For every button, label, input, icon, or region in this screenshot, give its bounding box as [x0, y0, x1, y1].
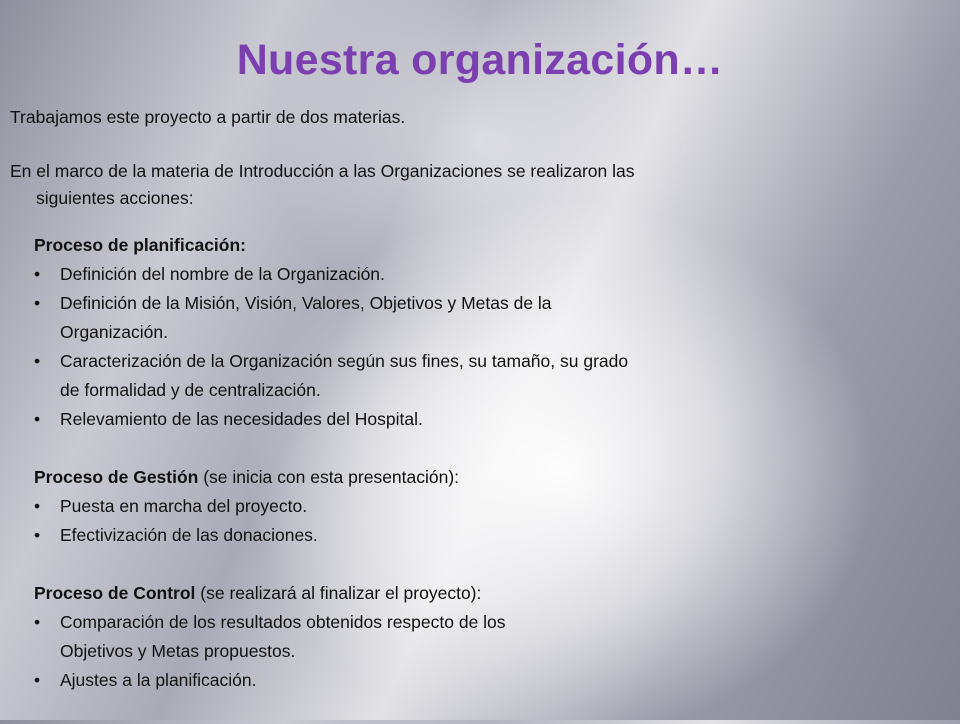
item-text: Organización. — [60, 322, 168, 342]
section-gestion — [34, 463, 894, 550]
list-item — [34, 405, 894, 434]
section-planificacion — [34, 231, 894, 434]
heading-bold: Proceso de planificación: — [34, 235, 246, 255]
intro-line: Trabajamos este proyecto a partir de dos materias. — [10, 107, 406, 127]
process-sections — [34, 231, 894, 724]
bullet-list — [34, 492, 894, 550]
item-text: Definición de la Misión, Visión, Valores, Objetivos y Metas de la — [60, 293, 552, 313]
item-text: Definición del nombre de la Organización. — [60, 264, 385, 284]
list-item — [34, 666, 894, 695]
item-text: Objetivos y Metas propuestos. — [60, 641, 296, 661]
list-item — [34, 289, 894, 347]
bullet-list — [34, 608, 894, 695]
list-item — [34, 521, 894, 550]
list-item — [34, 492, 894, 521]
list-item — [34, 608, 894, 666]
item-text: Efectivización de las donaciones. — [60, 525, 318, 545]
heading-bold: Proceso de Gestión — [34, 467, 199, 487]
list-item — [34, 260, 894, 289]
spacer — [10, 131, 910, 158]
item-text: Puesta en marcha del proyecto. — [60, 496, 308, 516]
item-text: Relevamiento de las necesidades del Hospital. — [60, 409, 423, 429]
intro-line: siguientes acciones: — [36, 188, 194, 208]
heading-bold: Proceso de Control — [34, 583, 196, 603]
intro-line: En el marco de la materia de Introducción a las Organizaciones se realizaron las — [10, 161, 635, 181]
item-text: de formalidad y de centralización. — [60, 380, 321, 400]
heading-rest: (se realizará al finalizar el proyecto): — [195, 583, 482, 603]
slide-title: Nuestra organización… — [236, 36, 724, 84]
section-heading — [34, 231, 894, 260]
item-text: Comparación de los resultados obtenidos respecto de los — [60, 612, 506, 632]
section-heading — [34, 463, 894, 492]
intro-text — [10, 104, 910, 212]
item-text: Ajustes a la planificación. — [60, 670, 257, 690]
heading-rest: (se inicia con esta presentación): — [198, 467, 460, 487]
bullet-list — [34, 260, 894, 434]
section-heading — [34, 579, 894, 608]
list-item — [34, 347, 894, 405]
section-control — [34, 579, 894, 695]
item-text: Caracterización de la Organización según sus fines, su tamaño, su grado — [60, 351, 629, 371]
